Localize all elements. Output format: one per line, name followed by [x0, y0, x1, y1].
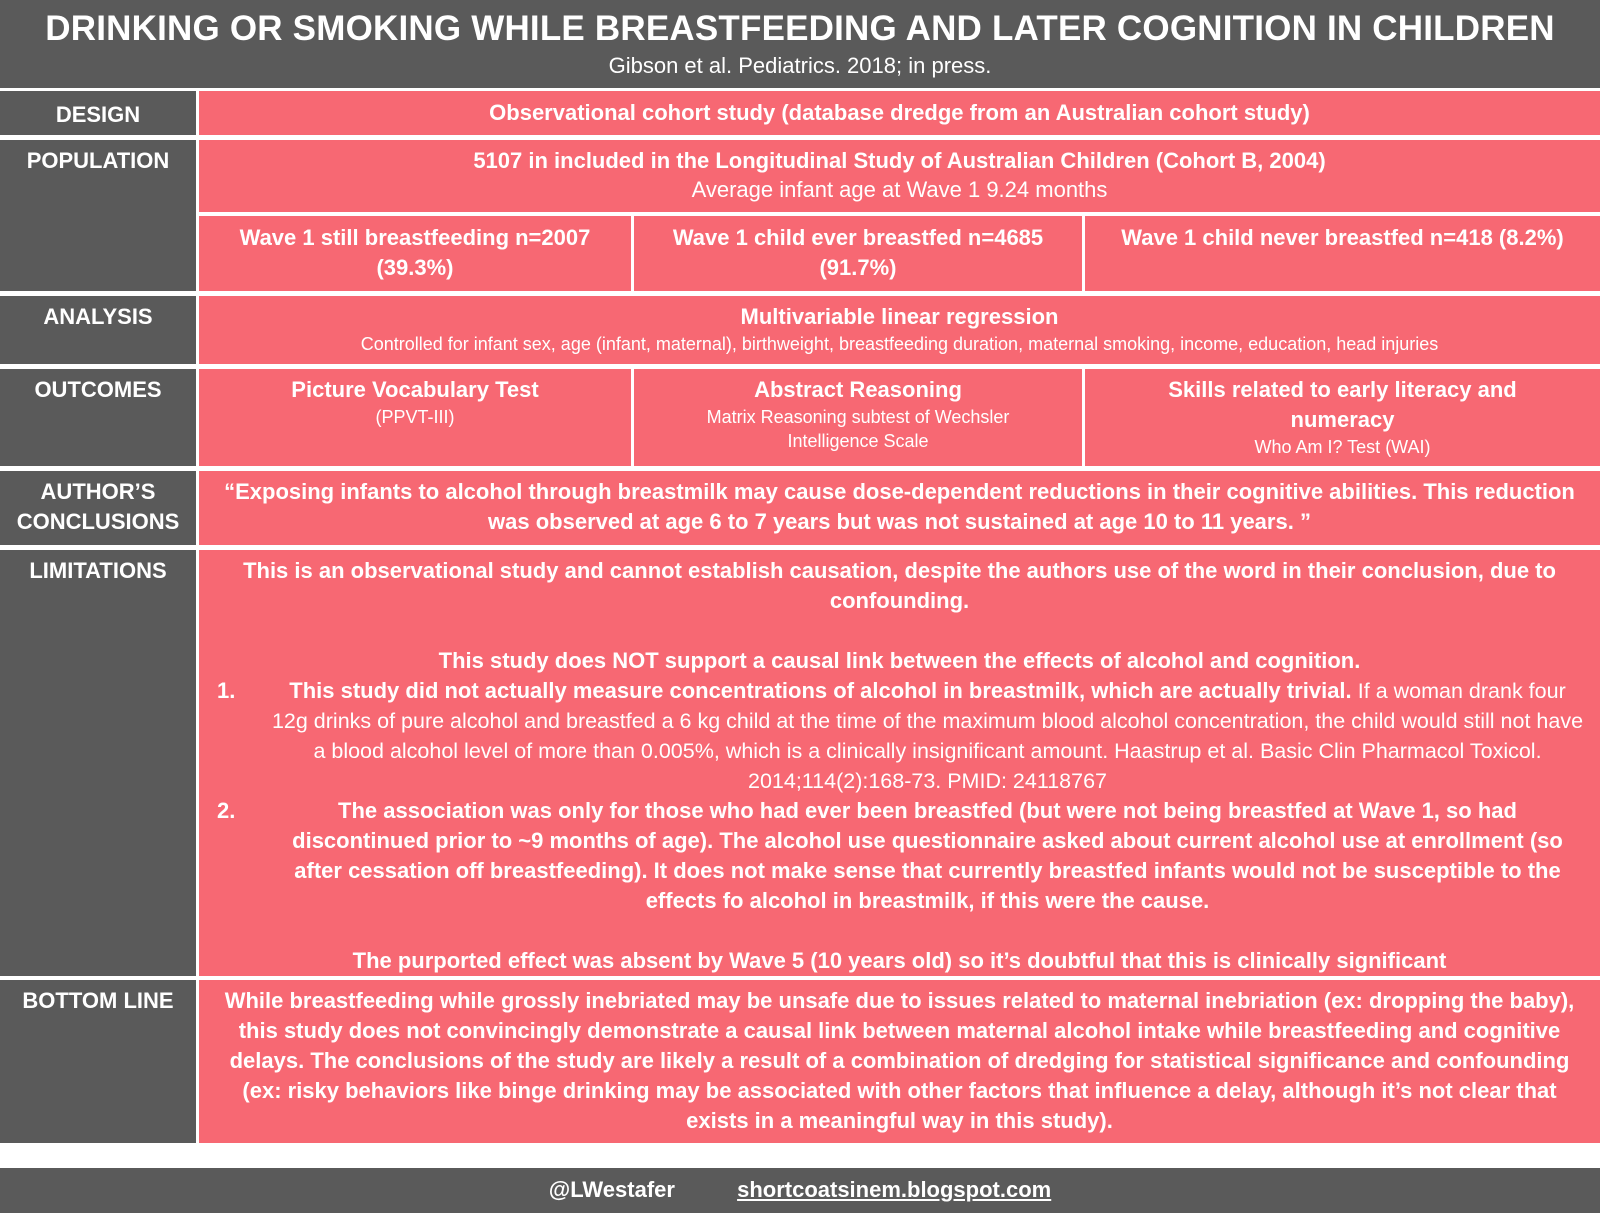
population-label: POPULATION: [0, 140, 196, 291]
population-group-2: Wave 1 child ever breastfed n=4685 (91.7%): [634, 216, 1082, 291]
blog-link[interactable]: shortcoatsinem.blogspot.com: [737, 1177, 1052, 1202]
analysis-sub: Controlled for infant sex, age (infant, maternal), birthweight, breastfeeding duration, maternal smoking, income, education, head injuries: [360, 334, 1439, 354]
item-text: The association was only for those who had ever been breastfed (but were not being breastfed at Wave 1, so had discontinued prior to ~9 months of age). The alcohol use questionnaire asked about current alcohol use at enrollment (so after cessation off breastfeeding). It does not make sense that currently breastfed infants would not be susceptible to the effects fo alcohol in breastmilk, if this were the cause.: [292, 798, 1563, 913]
outcome-title: Abstract Reasoning: [754, 377, 962, 402]
limitations-cell: [199, 550, 1600, 976]
outcome-2: [634, 369, 1082, 466]
conclusions-cell: “Exposing infants to alcohol through breastmilk may cause dose-dependent reductions in their cognitive abilities. This reduction was observed at age 6 to 7 years but was not sustained at age 10 to 11 years. ”: [199, 471, 1600, 545]
item-number: 1.: [217, 678, 236, 703]
outcome-title: Picture Vocabulary Test: [291, 377, 539, 402]
bottom-line-cell: While breastfeeding while grossly inebriated may be unsafe due to issues related to maternal inebriation (ex: dropping the baby), this study does not convincingly demonstrate a causal link between maternal alcohol intake while breastfeeding and cognitive delays. The conclusions of the study are likely a result of a combination of dredging for statistical significance and confounding (ex: risky behaviors like binge drinking may be associated with other factors that influence a delay, although it’s not clear that exists in a meaningful way in this study).: [199, 980, 1600, 1143]
citation: Gibson et al. Pediatrics. 2018; in press.: [608, 53, 992, 78]
limitations-paragraph-1: This is an observational study and cannot establish causation, despite the authors use of the word in their conclusion, due to confounding.: [243, 558, 1556, 613]
item-bold-text: This study did not actually measure concentrations of alcohol in breastmilk, which are actually trivial.: [289, 678, 1352, 703]
limitations-item-1: [213, 676, 1586, 796]
analysis-cell: [199, 296, 1600, 364]
outcome-sub: Who Am I? Test (WAI): [1254, 437, 1431, 457]
author-handle: @LWestafer: [548, 1177, 675, 1202]
conclusions-label: AUTHOR’S CONCLUSIONS: [0, 471, 196, 545]
limitations-label: LIMITATIONS: [0, 550, 196, 976]
outcome-3: [1085, 369, 1600, 466]
outcome-title: Skills related to early literacy and numeracy: [1168, 377, 1517, 432]
outcomes-label: OUTCOMES: [0, 369, 196, 466]
design-label: DESIGN: [0, 91, 196, 135]
limitations-item-2: [213, 796, 1586, 916]
limitations-paragraph-2: This study does NOT support a causal link between the effects of alcohol and cognition.: [438, 648, 1361, 673]
outcome-sub: (PPVT-III): [375, 407, 455, 427]
design-cell: Observational cohort study (database dredge from an Australian cohort study): [199, 91, 1600, 135]
header: [0, 0, 1600, 88]
population-group-3: Wave 1 child never breastfed n=418 (8.2%): [1085, 216, 1600, 291]
population-main: 5107 in included in the Longitudinal Study of Australian Children (Cohort B, 2004): [473, 148, 1326, 173]
analysis-title: Multivariable linear regression: [740, 304, 1059, 329]
footer: [0, 1168, 1600, 1213]
item-number: 2.: [217, 798, 236, 823]
population-group-1: Wave 1 still breastfeeding n=2007 (39.3%): [199, 216, 631, 291]
item-normal-text: If a woman drank four 12g drinks of pure alcohol and breastfed a 6 kg child at the time of the maximum blood alcohol concentration, the child would still not have a blood alcohol level of more than 0.005%, which is a clinically insignificant amount. Haastrup et al. Basic Clin Pharmacol Toxicol. 2014;114(2):168-73. PMID: 24118767: [271, 679, 1584, 793]
outcome-sub: Matrix Reasoning subtest of Wechsler Intelligence Scale: [706, 407, 1010, 451]
bottom-line-label: BOTTOM LINE: [0, 980, 196, 1143]
limitations-paragraph-3: The purported effect was absent by Wave 5 (10 years old) so it’s doubtful that this is clinically significant: [352, 948, 1447, 973]
page-title: DRINKING OR SMOKING WHILE BREASTFEEDING AND LATER COGNITION IN CHILDREN: [45, 9, 1555, 48]
analysis-label: ANALYSIS: [0, 296, 196, 364]
population-sub: Average infant age at Wave 1 9.24 months: [691, 177, 1108, 202]
population-main-cell: [199, 140, 1600, 212]
outcome-1: [199, 369, 631, 466]
